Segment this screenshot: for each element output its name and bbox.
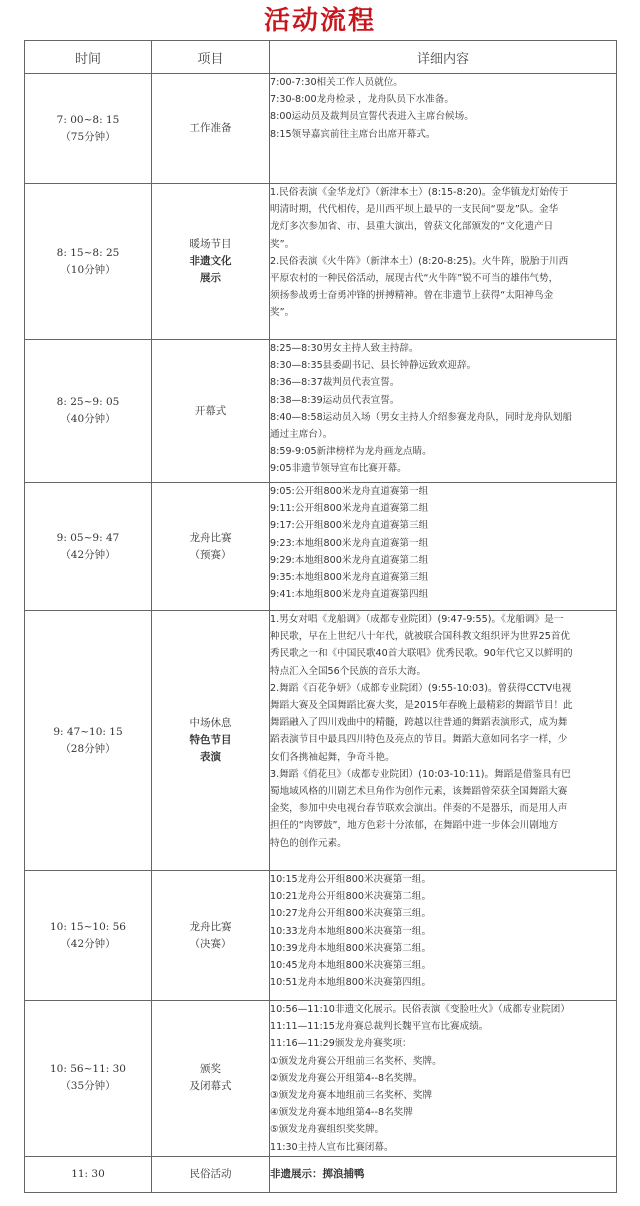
details-line: 8:15领导嘉宾前往主席台出席开幕式。 bbox=[270, 128, 436, 140]
item-cell bbox=[152, 1001, 270, 1157]
time-text: 8: 15~8: 25 bbox=[56, 246, 120, 259]
details-line: 8:00运动员及裁判员宣誓代表进入主席台候场。 bbox=[270, 111, 474, 123]
details-line: 3.舞蹈《俏花旦》（成都专业院团）(10:03-10:11)。舞蹈是借鉴具有巴 bbox=[270, 768, 571, 780]
details-line: 9:05:公开组800米龙舟直道赛第一组 bbox=[270, 486, 429, 497]
item-text: 民俗活动 bbox=[189, 1167, 232, 1180]
details-line: 9:41:本地组800米龙舟直道赛第四组 bbox=[270, 589, 429, 601]
details-line: 11:11—11:15龙舟赛总裁判长魏平宣布比赛成绩。 bbox=[270, 1021, 489, 1033]
header-item: 项目 bbox=[152, 41, 270, 74]
details-line: 7:00-7:30相关工作人员就位。 bbox=[270, 77, 403, 88]
details-line: ④颁发龙舟赛本地组第4--8名奖牌 bbox=[270, 1107, 413, 1119]
item-text: 特色节目 bbox=[189, 734, 232, 746]
details-cell bbox=[270, 483, 617, 611]
details-line: 8:36—8:37裁判员代表宣誓。 bbox=[270, 377, 400, 389]
time-cell bbox=[25, 611, 152, 871]
time-text: 7: 00~8: 15 bbox=[56, 113, 120, 126]
details-line: 9:11:公开组800米龙舟直道赛第二组 bbox=[270, 503, 429, 515]
item-text: 开幕式 bbox=[194, 404, 227, 417]
time-text: （35分钟） bbox=[60, 1080, 116, 1093]
time-text: 8: 25~9: 05 bbox=[56, 396, 120, 408]
item-cell bbox=[152, 184, 270, 340]
details-line: 8:40—8:58运动员入场（男女主持人介绍参赛龙舟队，同时龙舟队划船 bbox=[270, 411, 573, 423]
item-text: 及闭幕式 bbox=[189, 1080, 232, 1093]
details-line: 11:30主持人宣布比赛闭幕。 bbox=[270, 1141, 394, 1153]
schedule-table bbox=[24, 40, 617, 1193]
time-text: 10: 56~11: 30 bbox=[50, 1063, 126, 1076]
time-text: 9: 05~9: 47 bbox=[56, 531, 120, 544]
time-cell bbox=[25, 1156, 152, 1192]
details-line: 特色的创作元素。 bbox=[270, 837, 347, 849]
details-line: 蜀地域风格的川剧艺术旦角作为创作元素，该舞蹈曾荣获全国舞蹈大赛 bbox=[270, 786, 568, 798]
details-line: 龙灯多次参加省、市、县重大演出，曾获文化部颁发的“文化遗产日 bbox=[270, 221, 554, 233]
details-line: 特点汇入全国56个民族的音乐大海。 bbox=[270, 665, 427, 677]
details-line: 须扬参战勇士奋勇冲锋的拼搏精神。曾在非遗节上获得“太阳神鸟金 bbox=[270, 290, 554, 302]
table-row bbox=[25, 1001, 617, 1157]
time-text: （75分钟） bbox=[60, 130, 116, 143]
details-line: 8:30—8:35县委副书记、县长钟静远致欢迎辞。 bbox=[270, 360, 477, 372]
details-line: 9:05非遗节领导宣布比赛开幕。 bbox=[270, 463, 407, 475]
details-line: 平原农村的一种民俗活动，展现古代“火牛阵”锐不可当的雄伟气势， bbox=[270, 273, 559, 285]
details-line: 10:15龙舟公开组800米决赛第一组。 bbox=[270, 874, 432, 885]
details-line: ②颁发龙舟赛公开组第4--8名奖牌。 bbox=[270, 1072, 423, 1084]
details-line: 10:33龙舟本地组800米决赛第一组。 bbox=[270, 925, 432, 937]
item-text: 表演 bbox=[200, 751, 221, 763]
time-text: 9: 47~10: 15 bbox=[53, 725, 123, 738]
details-line: 舞蹈融入了四川戏曲中的精髓，跨越以往普通的舞蹈表演形式，成为舞 bbox=[270, 717, 568, 729]
details-line: 蹈表演节目中最具四川特色及亮点的节目。舞蹈大意如同名字一样，少 bbox=[270, 734, 568, 746]
time-text: （42分钟） bbox=[60, 548, 116, 561]
time-cell bbox=[25, 184, 152, 340]
table-row bbox=[25, 611, 617, 871]
time-cell bbox=[25, 340, 152, 483]
details-line: 奖”。 bbox=[270, 307, 295, 319]
table-row bbox=[25, 184, 617, 340]
table-row bbox=[25, 483, 617, 611]
table-row bbox=[25, 74, 617, 184]
item-text: 颁奖 bbox=[200, 1063, 221, 1076]
details-line: ①颁发龙舟赛公开组前三名奖杯、奖牌。 bbox=[270, 1055, 442, 1067]
details-line: 8:25—8:30男女主持人致主持辞。 bbox=[270, 343, 419, 354]
details-line: 明清时期，代代相传，是川西平坝上最早的一支民间“耍龙”队。金华 bbox=[270, 204, 559, 216]
details-line: 10:56—11:10非遗文化展示。民俗表演《变脸吐火》（成都专业院团） bbox=[270, 1004, 570, 1015]
details-line: 1.男女对唱《龙船调》（成都专业院团）(9:47-9:55)。《龙船调》是一 bbox=[270, 614, 564, 625]
header-time: 时间 bbox=[25, 41, 152, 74]
item-text: 中场休息 bbox=[189, 717, 232, 729]
details-line: 女们各携袖起舞，争奇斗艳。 bbox=[270, 751, 395, 763]
table-row bbox=[25, 340, 617, 483]
details-line: 10:45龙舟本地组800米决赛第三组。 bbox=[270, 960, 432, 972]
details-line: 担任的“肉锣鼓”，地方色彩十分浓郁，在舞蹈中进一步体会川剧地方 bbox=[270, 820, 559, 832]
time-text: 10: 15~10: 56 bbox=[50, 920, 126, 933]
details-line: 9:29:本地组800米龙舟直道赛第二组 bbox=[270, 554, 429, 566]
time-text: （10分钟） bbox=[60, 263, 116, 276]
time-cell bbox=[25, 871, 152, 1001]
details-cell bbox=[270, 340, 617, 483]
details-line: 通过主席台）。 bbox=[270, 429, 333, 441]
details-line: 9:35:本地组800米龙舟直道赛第三组 bbox=[270, 572, 429, 584]
details-line: 奖”。 bbox=[270, 238, 295, 250]
details-line: 9:17:公开组800米龙舟直道赛第三组 bbox=[270, 520, 429, 532]
details-line: ③颁发龙舟赛本地组前三名奖杯、奖牌 bbox=[270, 1090, 433, 1102]
item-cell bbox=[152, 871, 270, 1001]
details-line: 1.民俗表演《金华龙灯》（新津本土）(8:15-8:20)。金华镇龙灯始传于 bbox=[270, 187, 569, 198]
details-line: 7:30-8:00龙舟检录 ，龙舟队员下水准备。 bbox=[270, 94, 454, 106]
details-cell bbox=[270, 1001, 617, 1157]
time-cell bbox=[25, 74, 152, 184]
item-cell bbox=[152, 611, 270, 871]
details-line: 2.民俗表演《火牛阵》（新津本土）(8:20-8:25)。火牛阵，脱胎于川西 bbox=[270, 255, 569, 267]
time-text: （28分钟） bbox=[60, 742, 116, 755]
details-line: 9:23:本地组800米龙舟直道赛第一组 bbox=[270, 537, 429, 549]
details-line: 10:27龙舟公开组800米决赛第三组。 bbox=[270, 908, 432, 920]
item-cell bbox=[152, 340, 270, 483]
details-line: 舞蹈大赛及全国舞蹈比赛大奖，是2015年春晚上最精彩的舞蹈节目！此 bbox=[270, 700, 573, 712]
item-text: （预赛） bbox=[189, 548, 232, 561]
time-cell bbox=[25, 1001, 152, 1157]
details-cell bbox=[270, 611, 617, 871]
details-line: 10:39龙舟本地组800米决赛第二组。 bbox=[270, 942, 432, 954]
item-cell bbox=[152, 483, 270, 611]
details-cell bbox=[270, 184, 617, 340]
time-text: （40分钟） bbox=[60, 413, 116, 425]
details-cell bbox=[270, 871, 617, 1001]
details-line: 10:21龙舟公开组800米决赛第二组。 bbox=[270, 891, 432, 903]
details-line: 2.舞蹈《百花争妍》（成都专业院团）(9:55-10:03)。曾获得CCTV电视 bbox=[270, 682, 572, 694]
details-line: 秀民歌之一和《中国民歌40首大联唱》优秀民歌。90年代它又以鲜明的 bbox=[270, 648, 573, 660]
item-cell bbox=[152, 1156, 270, 1192]
details-line: 11:16—11:29颁发龙舟赛奖项： bbox=[270, 1038, 412, 1050]
details-line: 8:38—8:39运动员代表宣誓。 bbox=[270, 394, 400, 406]
table-row bbox=[25, 1156, 617, 1192]
time-cell bbox=[25, 483, 152, 611]
table-row bbox=[25, 871, 617, 1001]
details-cell bbox=[270, 1156, 617, 1192]
item-text: 展示 bbox=[200, 272, 221, 284]
header-row bbox=[25, 41, 617, 74]
details-cell bbox=[270, 74, 617, 184]
details-line: ⑤颁发龙舟赛组织奖奖牌。 bbox=[270, 1124, 385, 1136]
details-highlight: 非遗展示：掷浪捕鸭 bbox=[270, 1167, 365, 1180]
details-line: 种民歌，早在上世纪八十年代，就被联合国科教文组织评为世界25首优 bbox=[270, 631, 571, 643]
details-line: 8:59-9:05新津榜样为龙舟画龙点睛。 bbox=[270, 446, 432, 458]
details-line: 10:51龙舟本地组800米决赛第四组。 bbox=[270, 977, 432, 989]
header-details: 详细内容 bbox=[270, 41, 617, 74]
item-text: 非遗文化 bbox=[189, 255, 232, 267]
item-text: 工作准备 bbox=[189, 122, 232, 134]
time-text: （42分钟） bbox=[60, 937, 116, 950]
item-text: 龙舟比赛 bbox=[189, 920, 232, 933]
item-text: 暖场节目 bbox=[189, 238, 232, 250]
page-title: 活动流程 bbox=[263, 6, 376, 36]
item-text: （决赛） bbox=[189, 937, 232, 950]
schedule-body bbox=[25, 74, 617, 1193]
item-cell bbox=[152, 74, 270, 184]
time-text: 11: 30 bbox=[71, 1167, 105, 1180]
item-text: 龙舟比赛 bbox=[189, 531, 232, 544]
details-line: 金奖，参加中央电视台春节联欢会演出。伴奏的不是器乐，而是用人声 bbox=[270, 803, 568, 815]
